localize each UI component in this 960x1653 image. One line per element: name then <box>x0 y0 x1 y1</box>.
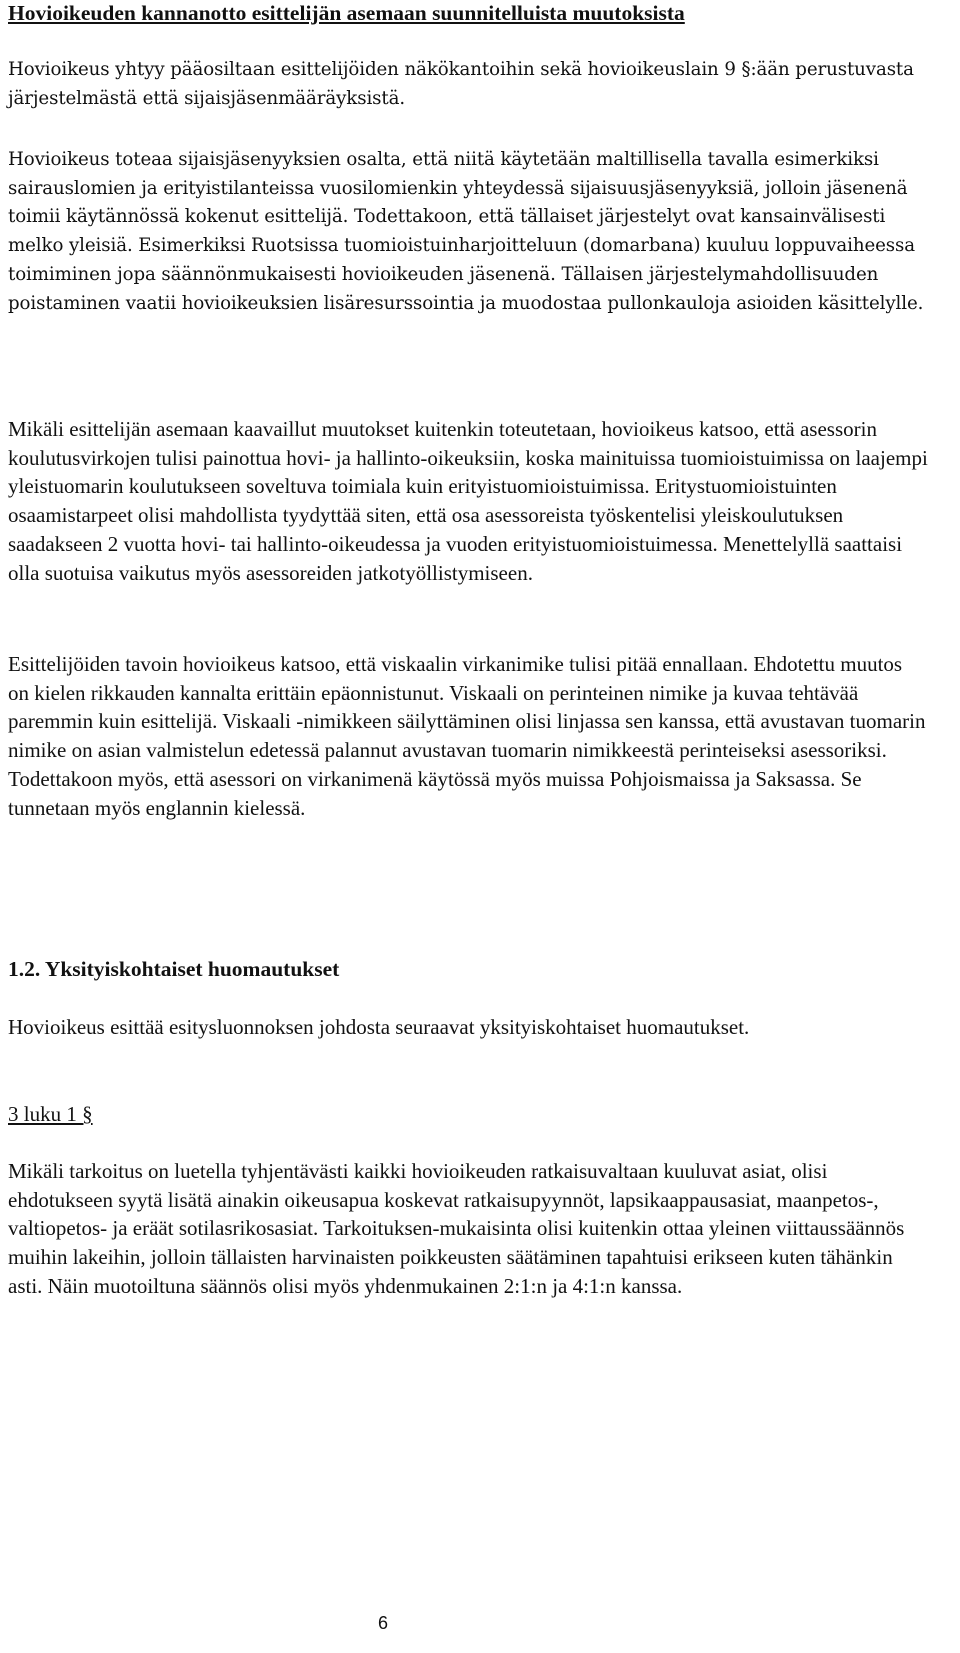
paragraph-sijaisjasenyys: Hovioikeus toteaa sijaisjäsenyyksien osalta, että niitä käytetään maltillisella tavalla esimerkiksi sairauslomien ja erityistilanteissa vuosilomienkin yhteydessä sijaisuusjäsenyyksiä, jolloin jäsenenä toimii käytännössä kokenut esittelijä. Todettakoon, että tällaiset järjestelyt ovat kansainvälisesti melko yleisiä. Esimerkiksi Ruotsissa tuomioistuinharjoitteluun (domarbana) kuuluu loppuvaiheessa toimiminen jopa säännönmukaisesti hovioikeuden jäsenenä. Tällaisen järjestelymahdollisuuden poistaminen vaatii hovioikeuksien lisäresurssointia ja muodostaa pullonkauloja asioiden käsittelylle. <box>8 149 924 314</box>
paragraph-intro: Hovioikeus yhtyy pääosiltaan esittelijöiden näkökantoihin sekä hovioikeuslain 9 §:ään perustuvasta järjestelmästä että sijaisjäsenmääräyksistä. <box>8 59 914 109</box>
paragraph-asessori-koulutus: Mikäli esittelijän asemaan kaavaillut muutokset kuitenkin toteutetaan, hovioikeus katsoo, että asessorin koulutusvirkojen tulisi painottua hovi- ja hallinto-oikeuksiin, koska mainituissa tuomioistuimissa on laajempi yleistuomarin koulutukseen soveltuva toimiala kuin erityistuomioistuimissa. Eritystuomioistuinten osaamistarpeet olisi mahdollista tyydyttää siten, että osa asessoreista työskentelisi yleiskoulutuksen saadakseen 2 vuotta hovi- tai hallinto-oikeudessa ja vuoden erityistuomioistuimessa. Menettelyllä saattaisi olla suotuisa vaikutus myös asessoreiden jatkotyöllistymiseen. <box>8 417 928 585</box>
subsection-title: 3 luku 1 § <box>8 1102 93 1126</box>
paragraph-viskaali: Esittelijöiden tavoin hovioikeus katsoo, että viskaalin virkanimike tulisi pitää ennallaan. Ehdotettu muutos on kielen rikkauden kannalta erittäin epäonnistunut. Viskaali on perinteinen nimike ja kuvaa tehtävää paremmin kuin esittelijä. Viskaali -nimikkeen säilyttäminen olisi linjassa sen kanssa, että avustavan tuomarin nimike on asian valmistelun edetessä palannut avustavan tuomarin nimikkeestä perinteiseksi asessoriksi. Todettakoon myös, että asessori on virkanimenä käytössä myös muissa Pohjoismaissa ja Saksassa. Se tunnetaan myös englannin kielessä. <box>8 652 926 820</box>
section-title: 1.2. Yksityiskohtaiset huomautukset <box>8 957 340 981</box>
paragraph-section-intro: Hovioikeus esittää esitysluonnoksen johdosta seuraavat yksityiskohtaiset huomautukset. <box>8 1015 750 1039</box>
paragraph-ratkaisuvalta: Mikäli tarkoitus on luetella tyhjentävästi kaikki hovioikeuden ratkaisuvaltaan kuuluvat asiat, olisi ehdotukseen syytä lisätä ainakin oikeusapua koskevat ratkaisupyynnöt, lapsikaappausasiat, maanpetos-, valtiopetos- ja eräät sotilasrikosasiat. Tarkoituksen-mukaisinta olisi kuitenkin ottaa yleinen viittaussäännös muihin lakeihin, jolloin tällaisten harvinaisten poikkeusten säätäminen tapahtuisi erikseen kuten tähänkin asti. Näin muotoiltuna säännös olisi myös yhdenmukainen 2:1:n ja 4:1:n kanssa. <box>8 1159 905 1298</box>
document-heading: Hovioikeuden kannanotto esittelijän asemaan suunnitelluista muutoksista <box>8 1 685 25</box>
page-number: 6 <box>378 1613 389 1633</box>
